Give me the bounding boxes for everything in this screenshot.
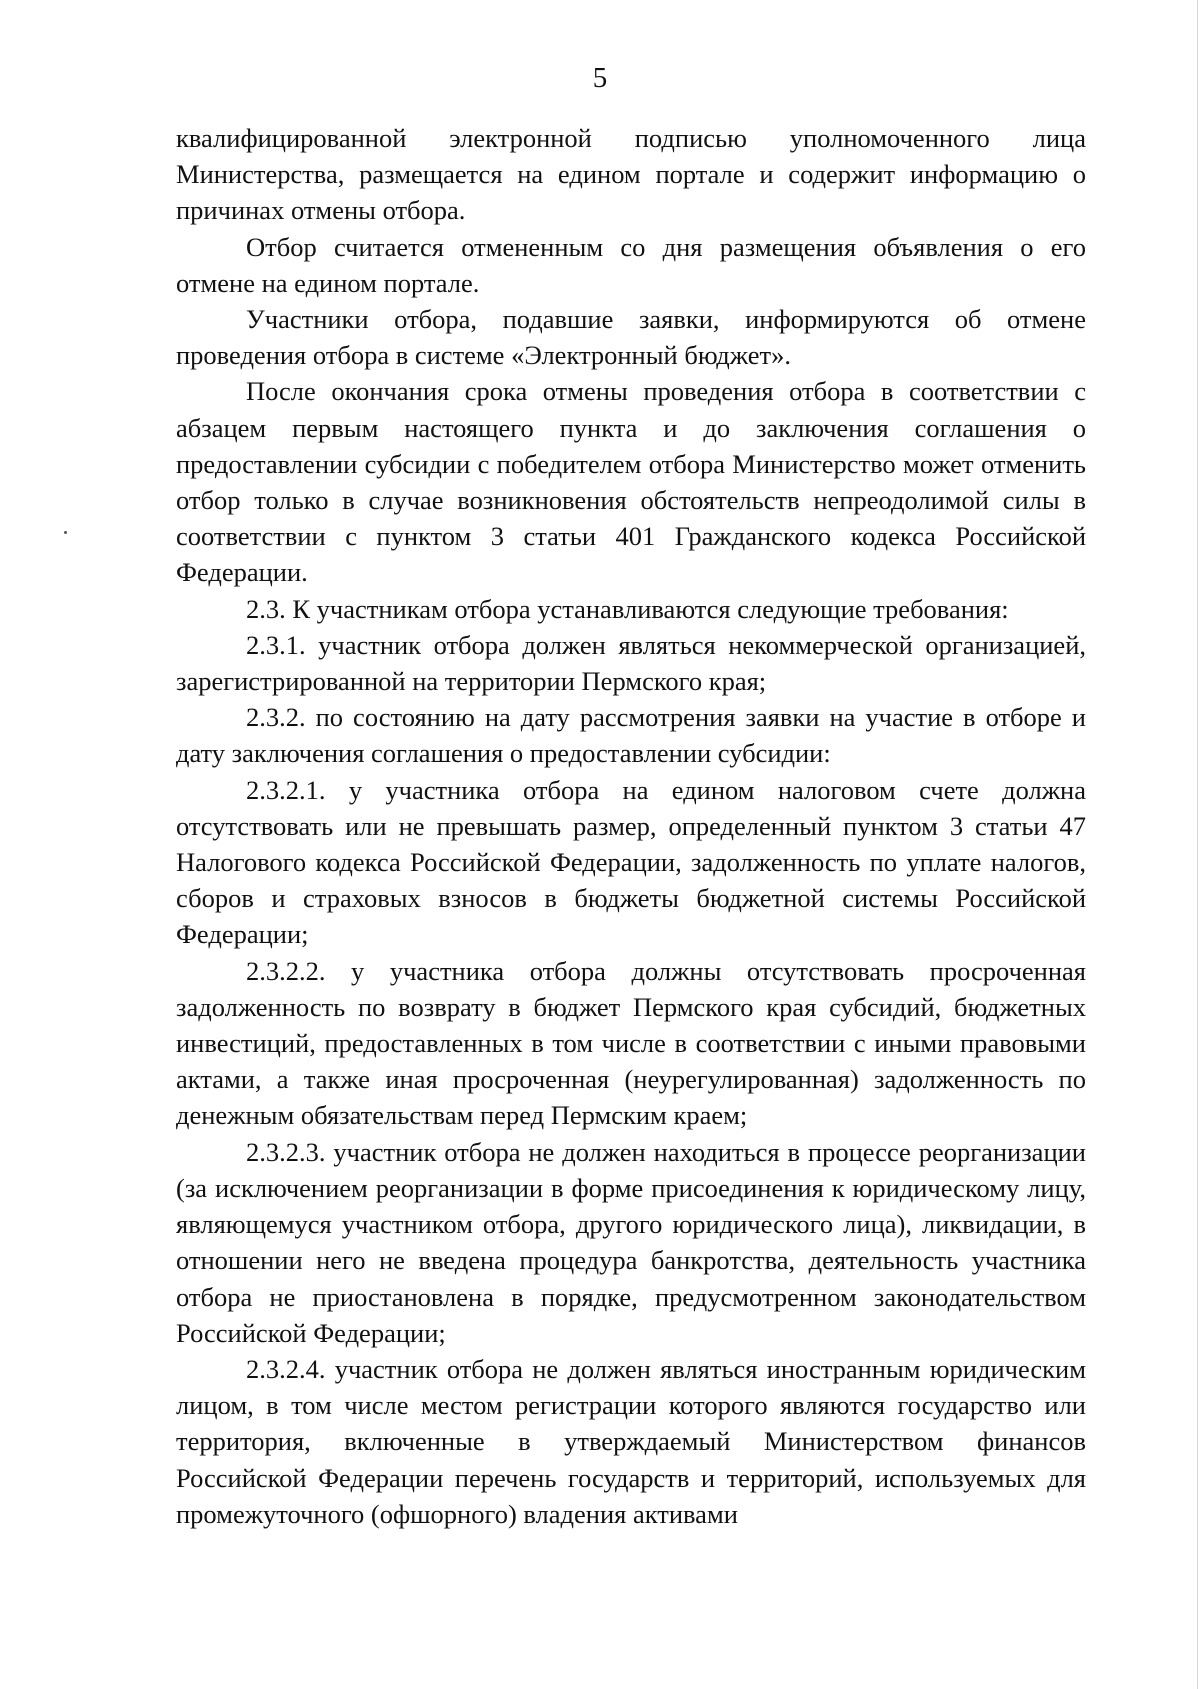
paragraph-7: 2.3.2. по состоянию на дату рассмотрения заявки на участие в отборе и дату заключения соглашения о предоставлении субсидии: xyxy=(176,702,1086,769)
paragraph-11: 2.3.2.4. участник отбора не должен являться иностранным юридическим лицом, в том числе местом регистрации которого являются государство или территория, включенные в утверждаемый Министерством финансов Российской Федерации перечень государств и территорий, используемых для промежуточного (офшорного) владения активами xyxy=(176,1353,1086,1529)
scan-speck xyxy=(64,531,67,534)
paragraph-3: Участники отбора, подавшие заявки, информируются об отмене проведения отбора в системе «Электронный бюджет». xyxy=(176,304,1086,371)
paragraph-9: 2.3.2.2. у участника отбора должны отсутствовать просроченная задолженность по возврату в бюджет Пермского края субсидий, бюджетных инвестиций, предоставленных в том числе в соответствии с иными правовыми актами, а также иная просроченная (неурегулированная) задолженность по денежным обязательствам перед Пермским краем; xyxy=(176,955,1086,1131)
paragraph-4: После окончания срока отмены проведения отбора в соответствии с абзацем первым настоящего пункта и до заключения соглашения о предоставлении субсидии с победителем отбора Министерство может отменить отбор только в случае возникновения обстоятельств непреодолимой силы в соответствии с пунктом 3 статьи 401 Гражданского кодекса Российской Федерации. xyxy=(176,376,1086,588)
paragraph-5: 2.3. К участникам отбора устанавливаются следующие требования: xyxy=(246,593,1009,624)
paragraph-1: квалифицированной электронной подписью уполномоченного лица Министерства, размещается на едином портале и содержит информацию о причинах отмены отбора. xyxy=(176,123,1086,226)
paragraph-8: 2.3.2.1. у участника отбора на едином налоговом счете должна отсутствовать или не превышать размер, определенный пунктом 3 статьи 47 Налогового кодекса Российской Федерации, задолженность по уплате налогов, сборов и страховых взносов в бюджеты бюджетной системы Российской Федерации; xyxy=(176,774,1086,950)
scan-edge-line xyxy=(1197,0,1198,1689)
paragraph-10: 2.3.2.3. участник отбора не должен находиться в процессе реорганизации (за исключением реорганизации в форме присоединения к юридическому лицу, являющемуся участником отбора, другого юридического лица), ликвидации, в отношении него не введена процедура банкротства, деятельность участника отбора не приостановлена в порядке, предусмотренном законодательством Российской Федерации; xyxy=(176,1136,1086,1348)
document-body xyxy=(176,120,1086,1532)
paragraph-2: Отбор считается отмененным со дня размещения объявления о его отмене на едином портале. xyxy=(176,231,1086,298)
paragraph-6: 2.3.1. участник отбора должен являться некоммерческой организацией, зарегистрированной на территории Пермского края; xyxy=(176,629,1086,697)
page-number: 5 xyxy=(592,62,608,94)
